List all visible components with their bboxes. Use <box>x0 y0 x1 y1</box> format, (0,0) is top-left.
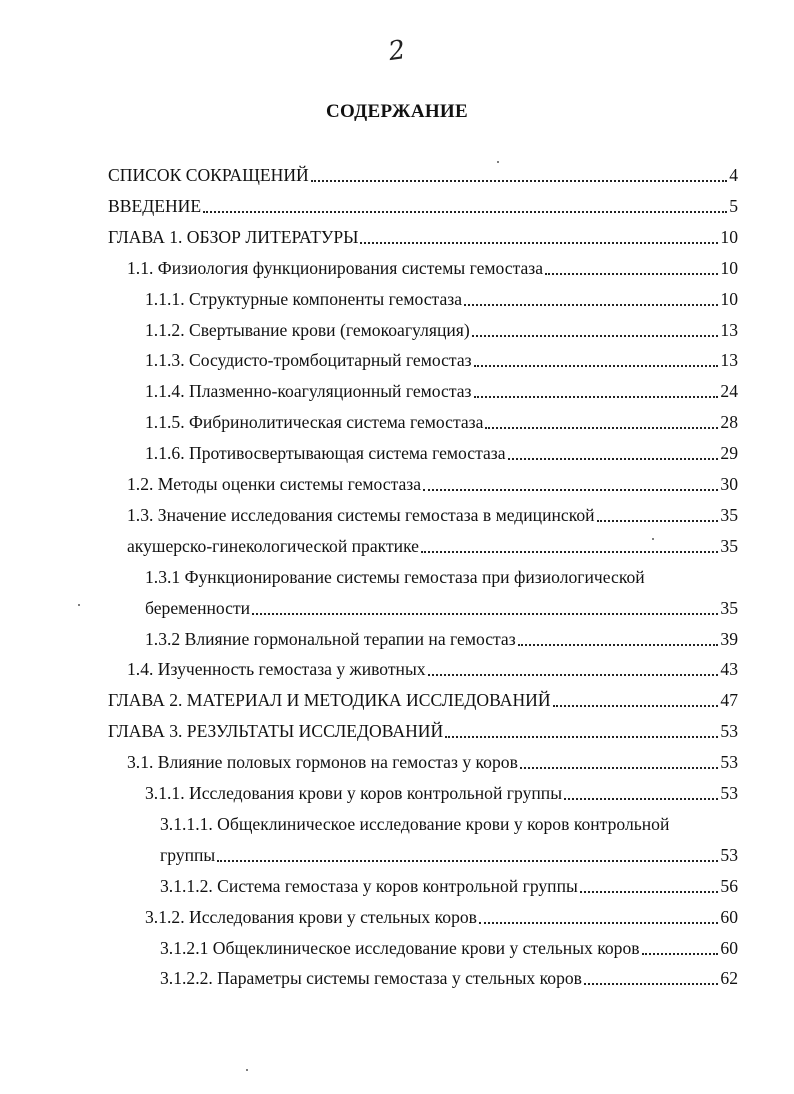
toc-dot-leader <box>564 797 718 800</box>
toc-entry-title: 3.1.2.2. Параметры системы гемостаза у стельных коров <box>160 968 582 989</box>
toc-page-number: 10 <box>720 226 738 247</box>
toc-dot-leader <box>423 488 718 491</box>
scan-speck <box>78 604 80 606</box>
toc-dot-leader <box>584 982 718 985</box>
toc-page-number: 60 <box>720 937 738 958</box>
toc-page-number: 56 <box>720 875 738 896</box>
toc-entry[interactable] <box>127 255 738 281</box>
toc-entry[interactable] <box>108 193 738 219</box>
toc-entry[interactable] <box>145 595 738 621</box>
toc-page-number: 62 <box>720 968 738 989</box>
toc-entry-title: 3.1.1. Исследования крови у коров контрольной группы <box>145 783 563 803</box>
toc-entry[interactable] <box>127 533 738 559</box>
toc-dot-leader <box>217 859 718 862</box>
toc-entry[interactable] <box>160 811 669 837</box>
toc-entry[interactable] <box>145 626 738 652</box>
toc-entry-title: 1.1.3. Сосудисто-тромбоцитарный гемостаз <box>145 350 472 371</box>
toc-entry[interactable] <box>127 656 738 682</box>
toc-entry-title: 1.1.6. Противосвертывающая система гемостаза <box>145 443 506 464</box>
toc-dot-leader <box>520 766 719 769</box>
toc-entry-title: СПИСОК СОКРАЩЕНИЙ <box>108 165 309 185</box>
toc-dot-leader <box>311 179 727 182</box>
toc-entry-title: 1.3.1 Функционирование системы гемостаза при физиологической <box>145 566 645 587</box>
toc-entry[interactable] <box>160 873 738 899</box>
toc-entry-title: 1.1.1. Структурные компоненты гемостаза <box>145 288 463 309</box>
toc-page-number: 53 <box>720 721 738 742</box>
scan-speck <box>246 1069 248 1071</box>
toc-entry[interactable] <box>127 471 738 497</box>
toc-page-number: 13 <box>720 350 738 371</box>
toc-entry[interactable] <box>145 347 738 373</box>
toc-dot-leader <box>642 952 719 955</box>
toc-page-number: 39 <box>720 628 738 649</box>
toc-dot-leader <box>485 426 718 429</box>
toc-entry[interactable] <box>160 965 738 991</box>
toc-page-number: 29 <box>720 443 738 464</box>
toc-entry[interactable] <box>108 718 738 744</box>
toc-page-number: 60 <box>720 906 738 927</box>
toc-entry-title: 3.1.1.1. Общеклиническое исследование крови у коров контрольной <box>160 813 670 834</box>
toc-dot-leader <box>445 735 718 738</box>
toc-entry-title: 1.1.5. Фибринолитическая система гемостаза <box>145 412 484 433</box>
scan-speck <box>652 538 654 540</box>
toc-dot-leader <box>360 241 718 244</box>
toc-entry-title: 3.1.2.1 Общеклиническое исследование крови у стельных коров <box>160 937 640 958</box>
toc-page-number: 4 <box>729 165 738 185</box>
toc-entry[interactable] <box>127 749 738 775</box>
toc-dot-leader <box>428 673 719 676</box>
toc-entry-title: 1.3.2 Влияние гормональной терапии на гемостаз <box>145 628 516 649</box>
toc-entry[interactable] <box>145 904 738 930</box>
toc-entry-title: 3.1.1.2. Система гемостаза у коров контрольной группы <box>160 875 578 896</box>
toc-entry[interactable] <box>145 409 738 435</box>
toc-entry-title: 1.1.2. Свертывание крови (гемокоагуляция) <box>145 319 470 340</box>
toc-page-number: 35 <box>720 504 738 525</box>
toc-entry-title: 3.1.2. Исследования крови у стельных коров <box>145 906 477 927</box>
toc-page-number: 13 <box>720 319 738 340</box>
toc-dot-leader <box>580 890 719 893</box>
toc-entry[interactable] <box>145 317 738 343</box>
toc-page-number: 10 <box>720 288 738 309</box>
toc-dot-leader <box>464 303 718 306</box>
toc-page-number: 43 <box>720 659 738 680</box>
toc-dot-leader <box>474 364 719 367</box>
toc-dot-leader <box>518 643 719 646</box>
toc-page-number: 35 <box>720 535 738 556</box>
toc-entry-title: ГЛАВА 2. МАТЕРИАЛ И МЕТОДИКА ИССЛЕДОВАНИЙ <box>108 690 551 711</box>
toc-entry-title: ГЛАВА 1. ОБЗОР ЛИТЕРАТУРЫ <box>108 226 359 247</box>
toc-entry-title: акушерско-гинекологической практике <box>127 535 419 556</box>
toc-entry[interactable] <box>145 780 738 806</box>
toc-entry-title: 1.1. Физиология функционирования системы гемостаза <box>127 257 544 278</box>
toc-entry[interactable] <box>145 564 645 590</box>
toc-dot-leader <box>472 334 719 337</box>
toc-page-number: 47 <box>720 690 738 711</box>
toc-entry-title: ГЛАВА 3. РЕЗУЛЬТАТЫ ИССЛЕДОВАНИЙ <box>108 721 444 742</box>
toc-dot-leader <box>508 457 719 460</box>
toc-dot-leader <box>479 921 718 924</box>
toc-entry-title: группы <box>160 844 216 865</box>
toc-dot-leader <box>421 550 718 553</box>
toc-page-number: 5 <box>729 195 738 216</box>
toc-page-number: 53 <box>720 844 738 865</box>
toc-entry-title: 1.1.4. Плазменно-коагуляционный гемостаз <box>145 381 472 402</box>
toc-entry[interactable] <box>127 502 738 528</box>
scan-speck <box>497 161 499 163</box>
toc-dot-leader <box>597 519 719 522</box>
toc-entry-title: 1.4. Изученность гемостаза у животных <box>127 659 426 680</box>
toc-entry[interactable] <box>160 935 738 961</box>
toc-entry-title: 1.3. Значение исследования системы гемостаза в медицинской <box>127 504 595 525</box>
toc-page-number: 53 <box>720 752 738 773</box>
toc-page-number: 24 <box>720 381 738 402</box>
toc-entry[interactable] <box>145 378 738 404</box>
toc-entry-title: 1.2. Методы оценки системы гемостаза <box>127 474 422 494</box>
toc-page-number: 10 <box>720 257 738 278</box>
toc-entry-title: 3.1. Влияние половых гормонов на гемостаз у коров <box>127 752 518 773</box>
toc-entry[interactable] <box>108 162 738 188</box>
toc-dot-leader <box>545 272 718 275</box>
toc-page-number: 30 <box>720 474 738 494</box>
toc-dot-leader <box>203 210 727 213</box>
toc-entry[interactable] <box>145 286 738 312</box>
toc-entry[interactable] <box>145 440 738 466</box>
toc-entry[interactable] <box>108 224 738 250</box>
toc-entry-title: ВВЕДЕНИЕ <box>108 195 202 216</box>
toc-dot-leader <box>252 612 718 615</box>
toc-dot-leader <box>474 395 719 398</box>
toc-entry[interactable] <box>160 842 738 868</box>
page-title: СОДЕРЖАНИЕ <box>326 101 468 122</box>
toc-entry-title: беременности <box>145 597 251 618</box>
toc-page-number: 28 <box>720 412 738 433</box>
toc-entry[interactable] <box>108 687 738 713</box>
toc-dot-leader <box>553 704 719 707</box>
toc-page-number: 35 <box>720 597 738 618</box>
toc-page-number: 53 <box>720 783 738 803</box>
handwritten-page-number: 2 <box>386 34 408 68</box>
